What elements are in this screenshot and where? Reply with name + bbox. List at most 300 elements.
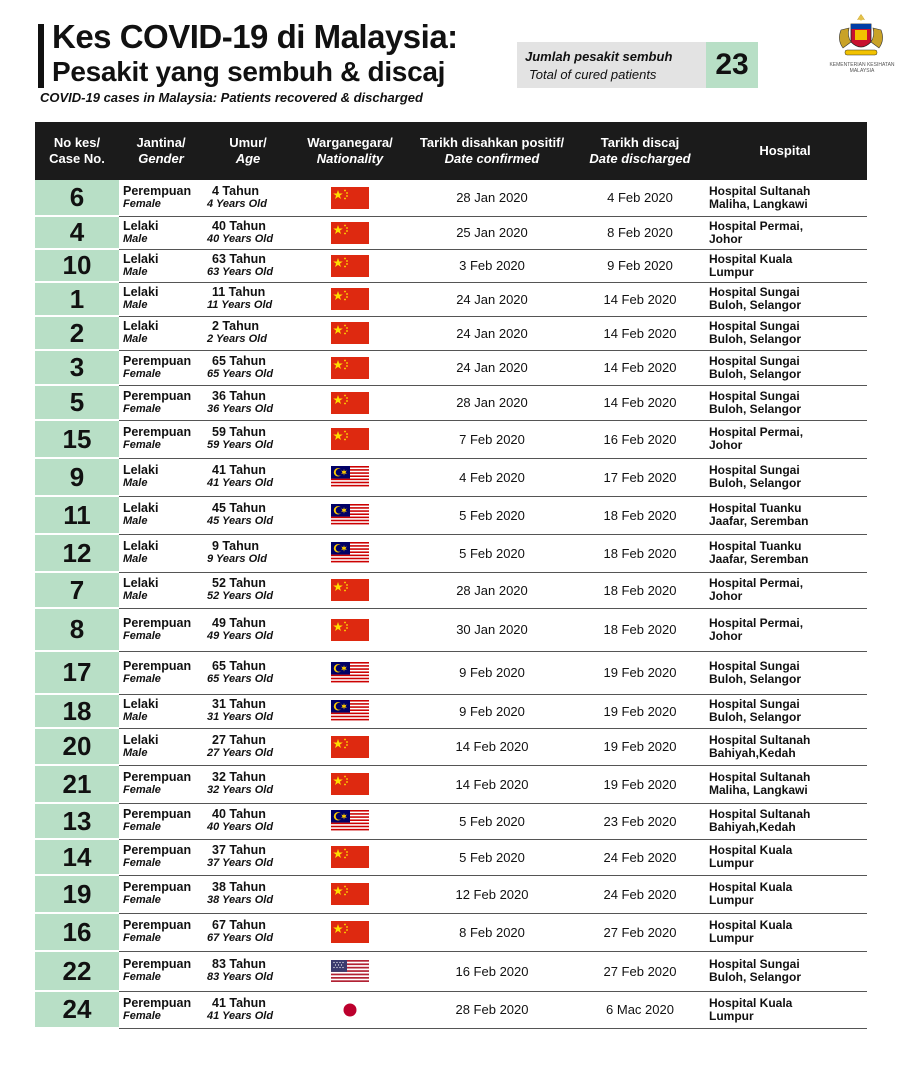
hospital-line1: Hospital Kuala: [709, 995, 793, 1010]
date-confirmed: 24 Jan 2020: [407, 316, 577, 350]
nationality-cell: [293, 694, 407, 728]
malaysia-flag-icon: [331, 700, 369, 722]
total-count: 23: [706, 42, 758, 88]
gender-cell: [119, 316, 203, 350]
nationality-cell: [293, 496, 407, 534]
hospital-line1: Hospital Sungai: [709, 353, 800, 368]
age-ms: 52 Tahun: [212, 576, 266, 590]
age-ms: 65 Tahun: [212, 658, 266, 673]
gender-ms: Perempuan: [123, 353, 192, 368]
gender-ms: Lelaki: [123, 732, 159, 747]
date-confirmed: 5 Feb 2020: [407, 803, 577, 839]
hospital-line2: Buloh, Selangor: [709, 970, 802, 984]
malaysia-flag-icon: [331, 810, 369, 832]
age-ms: 40 Tahun: [212, 218, 266, 233]
gender-en: Male: [123, 477, 148, 489]
date-confirmed: 3 Feb 2020: [407, 249, 577, 282]
age-cell: [203, 572, 293, 608]
hospital-cell: [703, 496, 867, 534]
gender-ms: Lelaki: [123, 251, 159, 266]
table-row: [35, 534, 867, 572]
age-ms: 65 Tahun: [212, 353, 266, 368]
case-number: 12: [35, 534, 119, 572]
nationality-cell: [293, 608, 407, 651]
age-ms: 45 Tahun: [212, 501, 266, 515]
table-row: [35, 216, 867, 249]
age-cell: [203, 496, 293, 534]
age-cell: [203, 875, 293, 913]
age-cell: [203, 651, 293, 694]
age-cell: [203, 951, 293, 991]
age-en: 11 Years Old: [207, 299, 273, 311]
nationality-cell: [293, 316, 407, 350]
hospital-cell: [703, 316, 867, 350]
hospital-cell: [703, 282, 867, 316]
hospital-line1: Hospital Sultanah: [709, 732, 811, 747]
nationality-cell: [293, 282, 407, 316]
date-discharged: 4 Feb 2020: [577, 180, 703, 216]
age-ms: 11 Tahun: [212, 285, 266, 299]
date-discharged: 17 Feb 2020: [577, 458, 703, 496]
china-flag-icon: [331, 187, 369, 209]
hospital-line1: Hospital Sungai: [709, 388, 800, 403]
gender-ms: Perempuan: [123, 918, 192, 932]
table-row: [35, 385, 867, 420]
age-ms: 41 Tahun: [212, 463, 266, 477]
gender-cell: [119, 534, 203, 572]
date-discharged: 19 Feb 2020: [577, 651, 703, 694]
date-discharged: 19 Feb 2020: [577, 765, 703, 803]
hospital-line1: Hospital Kuala: [709, 880, 793, 894]
gender-cell: [119, 839, 203, 875]
gender-en: Female: [123, 1009, 161, 1022]
case-number: 10: [35, 249, 119, 282]
col-header-hospital: Hospital: [703, 122, 867, 180]
age-cell: [203, 282, 293, 316]
gender-cell: [119, 651, 203, 694]
date-discharged: 27 Feb 2020: [577, 951, 703, 991]
hospital-line1: Hospital Sultanah: [709, 183, 811, 198]
age-cell: [203, 458, 293, 496]
gender-cell: [119, 420, 203, 458]
date-discharged: 18 Feb 2020: [577, 608, 703, 651]
age-en: 83 Years Old: [207, 971, 274, 983]
total-label-ms: Jumlah pesakit sembuh: [525, 49, 673, 64]
hospital-cell: [703, 651, 867, 694]
hospital-cell: [703, 694, 867, 728]
table-row: [35, 951, 867, 991]
table-row: [35, 694, 867, 728]
date-confirmed: 5 Feb 2020: [407, 839, 577, 875]
hospital-line2: Lumpur: [709, 264, 754, 279]
date-confirmed: 14 Feb 2020: [407, 728, 577, 765]
gender-ms: Perempuan: [123, 388, 192, 403]
table-row: [35, 350, 867, 385]
age-en: 49 Years Old: [207, 629, 274, 642]
date-confirmed: 12 Feb 2020: [407, 875, 577, 913]
gender-en: Female: [123, 971, 161, 983]
hospital-line2: Buloh, Selangor: [709, 476, 802, 490]
china-flag-icon: [331, 579, 369, 601]
col-header-gender: Jantina/ Gender: [119, 122, 203, 180]
gender-en: Female: [123, 439, 161, 451]
case-number: 15: [35, 420, 119, 458]
col-header-date-discharged: Tarikh discaj Date discharged: [577, 122, 703, 180]
gender-cell: [119, 572, 203, 608]
hospital-line2: Maliha, Langkawi: [709, 196, 808, 211]
hospital-line2: Lumpur: [709, 893, 754, 907]
gender-ms: Perempuan: [123, 658, 192, 673]
gender-en: Female: [123, 629, 161, 642]
malaysia-flag-icon: [331, 662, 369, 684]
age-cell: [203, 728, 293, 765]
hospital-line1: Hospital Sungai: [709, 285, 800, 299]
china-flag-icon: [331, 288, 369, 310]
gender-en: Female: [123, 672, 161, 685]
age-ms: 63 Tahun: [212, 251, 266, 266]
nationality-cell: [293, 534, 407, 572]
date-discharged: 14 Feb 2020: [577, 282, 703, 316]
hospital-cell: [703, 350, 867, 385]
table-row: [35, 913, 867, 951]
age-ms: 36 Tahun: [212, 388, 266, 403]
age-ms: 37 Tahun: [212, 843, 266, 857]
china-flag-icon: [331, 773, 369, 795]
case-number: 11: [35, 496, 119, 534]
gender-cell: [119, 249, 203, 282]
age-en: 36 Years Old: [207, 402, 274, 415]
gender-ms: Lelaki: [123, 539, 159, 553]
gender-en: Male: [123, 590, 148, 602]
col-header-age: Umur/ Age: [203, 122, 293, 180]
gender-cell: [119, 694, 203, 728]
nationality-cell: [293, 728, 407, 765]
gender-cell: [119, 728, 203, 765]
gender-cell: [119, 803, 203, 839]
age-cell: [203, 839, 293, 875]
date-confirmed: 14 Feb 2020: [407, 765, 577, 803]
gender-ms: Perempuan: [123, 880, 192, 894]
case-number: 22: [35, 951, 119, 991]
case-number: 14: [35, 839, 119, 875]
gender-cell: [119, 458, 203, 496]
gender-en: Female: [123, 821, 161, 833]
case-number: 2: [35, 316, 119, 350]
page-title-line2: Pesakit yang sembuh & discaj: [52, 56, 446, 87]
hospital-line1: Hospital Permai,: [709, 425, 804, 439]
age-en: 38 Years Old: [207, 894, 274, 906]
date-confirmed: 5 Feb 2020: [407, 534, 577, 572]
age-cell: [203, 991, 293, 1028]
page-title: Kes COVID-19 di Malaysia:: [52, 18, 458, 55]
gender-en: Female: [123, 197, 161, 210]
case-number: 8: [35, 608, 119, 651]
hospital-line1: Hospital Kuala: [709, 251, 793, 266]
age-cell: [203, 216, 293, 249]
case-number: 3: [35, 350, 119, 385]
hospital-cell: [703, 951, 867, 991]
table-header-row: [35, 122, 867, 180]
gender-en: Female: [123, 857, 161, 869]
age-en: 45 Years Old: [207, 515, 274, 527]
age-cell: [203, 765, 293, 803]
china-flag-icon: [331, 428, 369, 450]
age-cell: [203, 249, 293, 282]
china-flag-icon: [331, 846, 369, 868]
hospital-line2: Bahiyah,Kedah: [709, 745, 796, 760]
gender-ms: Perempuan: [123, 957, 192, 971]
age-cell: [203, 913, 293, 951]
china-flag-icon: [331, 255, 369, 277]
hospital-line2: Jaafar, Seremban: [709, 514, 809, 528]
table-row: [35, 875, 867, 913]
age-ms: 67 Tahun: [212, 918, 266, 932]
gender-ms: Lelaki: [123, 319, 159, 333]
case-number: 4: [35, 216, 119, 249]
nationality-cell: [293, 420, 407, 458]
age-en: 2 Years Old: [207, 333, 267, 345]
date-confirmed: 16 Feb 2020: [407, 951, 577, 991]
date-confirmed: 30 Jan 2020: [407, 608, 577, 651]
table-row: [35, 572, 867, 608]
hospital-cell: [703, 420, 867, 458]
date-confirmed: 5 Feb 2020: [407, 496, 577, 534]
nationality-cell: [293, 350, 407, 385]
hospital-cell: [703, 216, 867, 249]
hospital-line2: Johor: [709, 438, 743, 452]
gender-ms: Perempuan: [123, 770, 192, 784]
hospital-line1: Hospital Sungai: [709, 319, 800, 333]
hospital-cell: [703, 728, 867, 765]
date-discharged: 6 Mac 2020: [577, 991, 703, 1028]
date-discharged: 9 Feb 2020: [577, 249, 703, 282]
hospital-line1: Hospital Sungai: [709, 697, 800, 711]
date-confirmed: 28 Jan 2020: [407, 572, 577, 608]
date-confirmed: 28 Jan 2020: [407, 180, 577, 216]
hospital-line1: Hospital Sungai: [709, 957, 800, 971]
nationality-cell: [293, 458, 407, 496]
table-row: [35, 180, 867, 216]
table-row: [35, 803, 867, 839]
gender-ms: Lelaki: [123, 697, 159, 711]
nationality-cell: [293, 803, 407, 839]
gender-en: Female: [123, 894, 161, 906]
age-cell: [203, 316, 293, 350]
hospital-cell: [703, 913, 867, 951]
age-en: 37 Years Old: [207, 857, 274, 869]
age-ms: 4 Tahun: [212, 183, 259, 198]
china-flag-icon: [331, 222, 369, 244]
date-confirmed: 9 Feb 2020: [407, 694, 577, 728]
hospital-cell: [703, 534, 867, 572]
hospital-line1: Hospital Permai,: [709, 218, 804, 233]
date-discharged: 18 Feb 2020: [577, 572, 703, 608]
age-ms: 31 Tahun: [212, 697, 266, 711]
age-en: 63 Years Old: [207, 265, 274, 278]
age-en: 59 Years Old: [207, 439, 274, 451]
nationality-cell: [293, 875, 407, 913]
hospital-cell: [703, 765, 867, 803]
malaysia-flag-icon: [331, 504, 369, 526]
hospital-line2: Jaafar, Seremban: [709, 552, 809, 566]
age-ms: 40 Tahun: [212, 807, 266, 821]
date-discharged: 19 Feb 2020: [577, 694, 703, 728]
header: [0, 0, 910, 122]
gender-ms: Lelaki: [123, 463, 159, 477]
age-cell: [203, 420, 293, 458]
gender-cell: [119, 991, 203, 1028]
age-ms: 83 Tahun: [212, 957, 266, 971]
table-row: [35, 420, 867, 458]
hospital-line2: Lumpur: [709, 856, 754, 870]
age-ms: 2 Tahun: [212, 319, 259, 333]
gender-ms: Perempuan: [123, 425, 192, 439]
coat-of-arms-emblem: [833, 12, 889, 62]
age-cell: [203, 608, 293, 651]
table-row: [35, 651, 867, 694]
gender-cell: [119, 913, 203, 951]
case-number: 19: [35, 875, 119, 913]
gender-cell: [119, 765, 203, 803]
age-ms: 41 Tahun: [212, 995, 266, 1010]
case-number: 5: [35, 385, 119, 420]
hospital-line2: Buloh, Selangor: [709, 366, 802, 381]
table-row: [35, 839, 867, 875]
hospital-line1: Hospital Tuanku: [709, 539, 802, 553]
date-confirmed: 24 Jan 2020: [407, 282, 577, 316]
title-accent-bar: [38, 24, 44, 88]
case-number: 18: [35, 694, 119, 728]
hospital-cell: [703, 572, 867, 608]
table-row: [35, 458, 867, 496]
date-discharged: 23 Feb 2020: [577, 803, 703, 839]
japan-flag-icon: [331, 999, 369, 1021]
china-flag-icon: [331, 619, 369, 641]
gender-cell: [119, 951, 203, 991]
case-number: 17: [35, 651, 119, 694]
date-discharged: 14 Feb 2020: [577, 316, 703, 350]
age-en: 31 Years Old: [207, 711, 274, 723]
gender-cell: [119, 216, 203, 249]
usa-flag-icon: [331, 960, 369, 982]
gender-ms: Perempuan: [123, 615, 192, 630]
malaysia-flag-icon: [331, 466, 369, 488]
date-confirmed: 25 Jan 2020: [407, 216, 577, 249]
gender-en: Female: [123, 402, 161, 415]
col-header-date-confirmed: Tarikh disahkan positif/ Date confirmed: [407, 122, 577, 180]
gender-en: Male: [123, 265, 148, 278]
case-number: 13: [35, 803, 119, 839]
gender-ms: Perempuan: [123, 843, 192, 857]
case-number: 9: [35, 458, 119, 496]
nationality-cell: [293, 991, 407, 1028]
date-confirmed: 28 Jan 2020: [407, 385, 577, 420]
age-cell: [203, 350, 293, 385]
gender-en: Male: [123, 299, 148, 311]
hospital-line2: Buloh, Selangor: [709, 671, 802, 686]
age-en: 27 Years Old: [207, 746, 274, 759]
nationality-cell: [293, 839, 407, 875]
case-number: 21: [35, 765, 119, 803]
hospital-line2: Bahiyah,Kedah: [709, 820, 796, 834]
date-discharged: 8 Feb 2020: [577, 216, 703, 249]
gender-en: Male: [123, 553, 148, 565]
age-ms: 32 Tahun: [212, 770, 266, 784]
case-number: 1: [35, 282, 119, 316]
gender-cell: [119, 282, 203, 316]
date-confirmed: 9 Feb 2020: [407, 651, 577, 694]
emblem-caption: KEMENTERIAN KESIHATAN MALAYSIA: [829, 62, 895, 74]
gender-en: Male: [123, 711, 148, 723]
nationality-cell: [293, 572, 407, 608]
table-row: [35, 765, 867, 803]
gender-ms: Perempuan: [123, 995, 192, 1010]
date-confirmed: 7 Feb 2020: [407, 420, 577, 458]
hospital-cell: [703, 875, 867, 913]
gender-cell: [119, 385, 203, 420]
age-ms: 9 Tahun: [212, 539, 259, 553]
hospital-line2: Johor: [709, 628, 743, 643]
hospital-cell: [703, 608, 867, 651]
nationality-cell: [293, 216, 407, 249]
date-discharged: 14 Feb 2020: [577, 385, 703, 420]
age-en: 41 Years Old: [207, 477, 274, 489]
hospital-line2: Johor: [709, 231, 743, 246]
hospital-line1: Hospital Sungai: [709, 658, 800, 673]
age-cell: [203, 694, 293, 728]
date-confirmed: 28 Feb 2020: [407, 991, 577, 1028]
age-ms: 59 Tahun: [212, 425, 266, 439]
hospital-line1: Hospital Kuala: [709, 918, 793, 932]
col-header-case: No kes/ Case No.: [35, 122, 119, 180]
hospital-line2: Lumpur: [709, 1008, 754, 1023]
gender-en: Female: [123, 367, 161, 380]
hospital-line1: Hospital Kuala: [709, 843, 793, 857]
hospital-line1: Hospital Sultanah: [709, 770, 811, 784]
age-en: 40 Years Old: [207, 232, 274, 245]
table-row: [35, 991, 867, 1028]
col-header-nationality: Warganegara/ Nationality: [293, 122, 407, 180]
gender-ms: Lelaki: [123, 285, 159, 299]
date-discharged: 24 Feb 2020: [577, 875, 703, 913]
hospital-cell: [703, 803, 867, 839]
hospital-line1: Hospital Tuanku: [709, 501, 802, 515]
date-discharged: 14 Feb 2020: [577, 350, 703, 385]
age-en: 67 Years Old: [207, 932, 274, 944]
age-en: 65 Years Old: [207, 672, 274, 685]
gender-ms: Perempuan: [123, 183, 192, 198]
nationality-cell: [293, 651, 407, 694]
page-subtitle: COVID-19 cases in Malaysia: Patients recovered & discharged: [40, 90, 423, 105]
hospital-cell: [703, 991, 867, 1028]
table-row: [35, 249, 867, 282]
table-row: [35, 728, 867, 765]
china-flag-icon: [331, 883, 369, 905]
hospital-line2: Buloh, Selangor: [709, 710, 802, 724]
hospital-cell: [703, 180, 867, 216]
hospital-line2: Maliha, Langkawi: [709, 783, 808, 797]
age-ms: 49 Tahun: [212, 615, 266, 630]
gender-en: Female: [123, 784, 161, 796]
gender-cell: [119, 350, 203, 385]
gender-en: Male: [123, 746, 148, 759]
hospital-line2: Johor: [709, 589, 743, 603]
gender-ms: Lelaki: [123, 576, 159, 590]
hospital-line1: Hospital Sungai: [709, 463, 800, 477]
date-discharged: 19 Feb 2020: [577, 728, 703, 765]
age-en: 41 Years Old: [207, 1009, 274, 1022]
age-ms: 27 Tahun: [212, 732, 266, 747]
